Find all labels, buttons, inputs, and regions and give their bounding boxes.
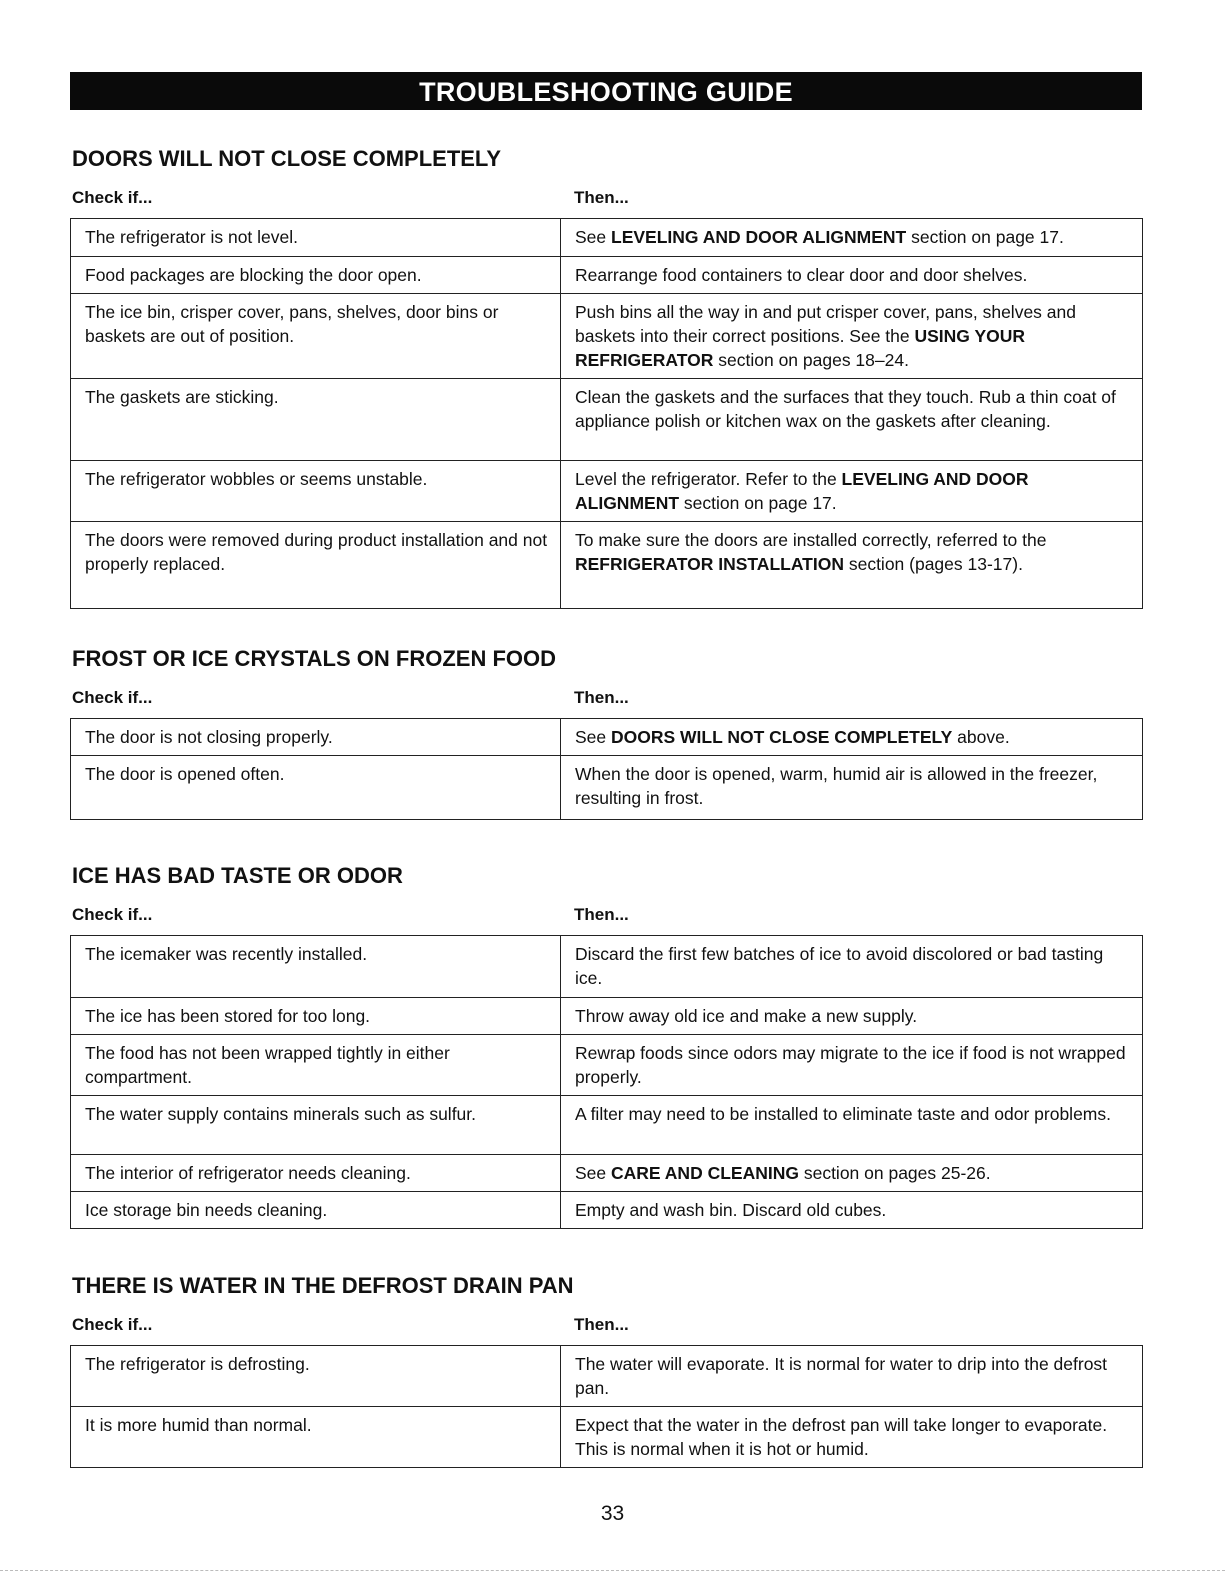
section-title: FROST OR ICE CRYSTALS ON FROZEN FOOD	[72, 646, 556, 671]
section-title: DOORS WILL NOT CLOSE COMPLETELY	[72, 146, 502, 171]
then-cell	[561, 936, 1143, 998]
check-cell: The water supply contains minerals such as sulfur.	[71, 1096, 561, 1155]
then-text: Discard the first few batches of ice to avoid discolored or bad tasting ice.	[575, 944, 1104, 988]
then-cell	[561, 1346, 1143, 1407]
then-cell	[561, 756, 1143, 820]
then-text: Expect that the water in the defrost pan will take longer to evaporate. This is normal when it is hot or humid.	[575, 1415, 1108, 1459]
section-frost	[70, 646, 1142, 820]
table-row	[71, 1192, 1143, 1229]
then-text: above.	[952, 727, 1010, 747]
then-text: section (pages 13-17).	[843, 554, 1023, 574]
then-cell	[561, 1192, 1143, 1229]
page-banner: TROUBLESHOOTING GUIDE	[70, 72, 1142, 110]
section-reference: LEVELING AND DOOR ALIGNMENT	[575, 469, 1029, 513]
check-cell: The interior of refrigerator needs cleaning.	[71, 1155, 561, 1192]
check-cell: The refrigerator wobbles or seems unstable.	[71, 461, 561, 522]
check-cell: The icemaker was recently installed.	[71, 936, 561, 998]
then-text: section on page 17.	[906, 227, 1064, 247]
table-row	[71, 719, 1143, 756]
table-row	[71, 257, 1143, 294]
then-cell	[561, 1035, 1143, 1096]
check-cell: The ice bin, crisper cover, pans, shelves, door bins or baskets are out of position.	[71, 294, 561, 379]
table-row	[71, 1407, 1143, 1468]
then-cell	[561, 719, 1143, 756]
column-header-check: Check if...	[72, 188, 153, 207]
then-text: When the door is opened, warm, humid air is allowed in the freezer, resulting in frost.	[575, 764, 1098, 808]
then-text: See	[575, 1163, 611, 1183]
column-header-then: Then...	[574, 188, 629, 207]
troubleshooting-table	[70, 1345, 1143, 1468]
scan-edge-line	[0, 1570, 1225, 1571]
section-title: THERE IS WATER IN THE DEFROST DRAIN PAN	[72, 1273, 574, 1298]
section-defrost-pan	[70, 1273, 1142, 1468]
table-row	[71, 461, 1143, 522]
table-row	[71, 1035, 1143, 1096]
then-cell	[561, 461, 1143, 522]
then-cell	[561, 1155, 1143, 1192]
column-headers	[70, 905, 1142, 927]
then-text: Level the refrigerator. Refer to the	[575, 469, 842, 489]
table-row	[71, 379, 1143, 461]
section-reference: CARE AND CLEANING	[611, 1163, 799, 1183]
column-header-check: Check if...	[72, 905, 153, 924]
then-cell	[561, 379, 1143, 461]
then-text: Throw away old ice and make a new supply.	[575, 1006, 918, 1026]
then-text: section on pages 18–24.	[713, 350, 909, 370]
column-headers	[70, 188, 1142, 210]
then-text: The water will evaporate. It is normal for water to drip into the defrost pan.	[575, 1354, 1108, 1398]
table-row	[71, 522, 1143, 609]
page-number: 33	[600, 1502, 625, 1525]
table-row	[71, 219, 1143, 257]
check-cell: The door is not closing properly.	[71, 719, 561, 756]
check-cell: The door is opened often.	[71, 756, 561, 820]
column-header-check: Check if...	[72, 1315, 153, 1334]
then-cell	[561, 998, 1143, 1035]
table-row	[71, 998, 1143, 1035]
then-text: Clean the gaskets and the surfaces that they touch. Rub a thin coat of appliance polish or kitchen wax on the gaskets after cleaning.	[575, 387, 1116, 431]
check-cell: The food has not been wrapped tightly in either compartment.	[71, 1035, 561, 1096]
then-text: Empty and wash bin. Discard old cubes.	[575, 1200, 887, 1220]
troubleshooting-table	[70, 218, 1143, 609]
table-row	[71, 1096, 1143, 1155]
check-cell: The doors were removed during product installation and not properly replaced.	[71, 522, 561, 609]
troubleshooting-table	[70, 718, 1143, 820]
column-headers	[70, 1315, 1142, 1337]
check-cell: The ice has been stored for too long.	[71, 998, 561, 1035]
then-cell	[561, 1407, 1143, 1468]
then-text: section on page 17.	[679, 493, 837, 513]
then-text: To make sure the doors are installed correctly, referred to the	[575, 530, 1047, 550]
section-reference: LEVELING AND DOOR ALIGNMENT	[611, 227, 907, 247]
table-row	[71, 294, 1143, 379]
then-cell	[561, 294, 1143, 379]
column-header-then: Then...	[574, 688, 629, 707]
section-title: ICE HAS BAD TASTE OR ODOR	[72, 863, 403, 888]
check-cell: The gaskets are sticking.	[71, 379, 561, 461]
then-cell	[561, 1096, 1143, 1155]
then-text: See	[575, 227, 611, 247]
check-cell: The refrigerator is not level.	[71, 219, 561, 257]
section-reference: REFRIGERATOR INSTALLATION	[575, 554, 844, 574]
column-header-then: Then...	[574, 905, 629, 924]
check-cell: The refrigerator is defrosting.	[71, 1346, 561, 1407]
table-row	[71, 936, 1143, 998]
check-cell: It is more humid than normal.	[71, 1407, 561, 1468]
section-doors	[70, 146, 1142, 609]
table-row	[71, 1346, 1143, 1407]
then-cell	[561, 522, 1143, 609]
then-text: A filter may need to be installed to eliminate taste and odor problems.	[575, 1104, 1111, 1124]
then-text: Push bins all the way in and put crisper cover, pans, shelves and baskets into their correct positions. See the	[575, 302, 1076, 346]
section-reference: DOORS WILL NOT CLOSE COMPLETELY	[611, 727, 953, 747]
then-cell	[561, 257, 1143, 294]
then-text: Rewrap foods since odors may migrate to the ice if food is not wrapped properly.	[575, 1043, 1126, 1087]
column-header-check: Check if...	[72, 688, 153, 707]
section-reference: USING YOUR REFRIGERATOR	[575, 326, 1026, 370]
table-row	[71, 1155, 1143, 1192]
then-cell	[561, 219, 1143, 257]
then-text: section on pages 25-26.	[798, 1163, 991, 1183]
column-headers	[70, 688, 1142, 710]
column-header-then: Then...	[574, 1315, 629, 1334]
troubleshooting-table	[70, 935, 1143, 1229]
check-cell: Ice storage bin needs cleaning.	[71, 1192, 561, 1229]
check-cell: Food packages are blocking the door open.	[71, 257, 561, 294]
then-text: Rearrange food containers to clear door and door shelves.	[575, 265, 1028, 285]
table-row	[71, 756, 1143, 820]
then-text: See	[575, 727, 611, 747]
section-ice-taste	[70, 863, 1142, 1229]
